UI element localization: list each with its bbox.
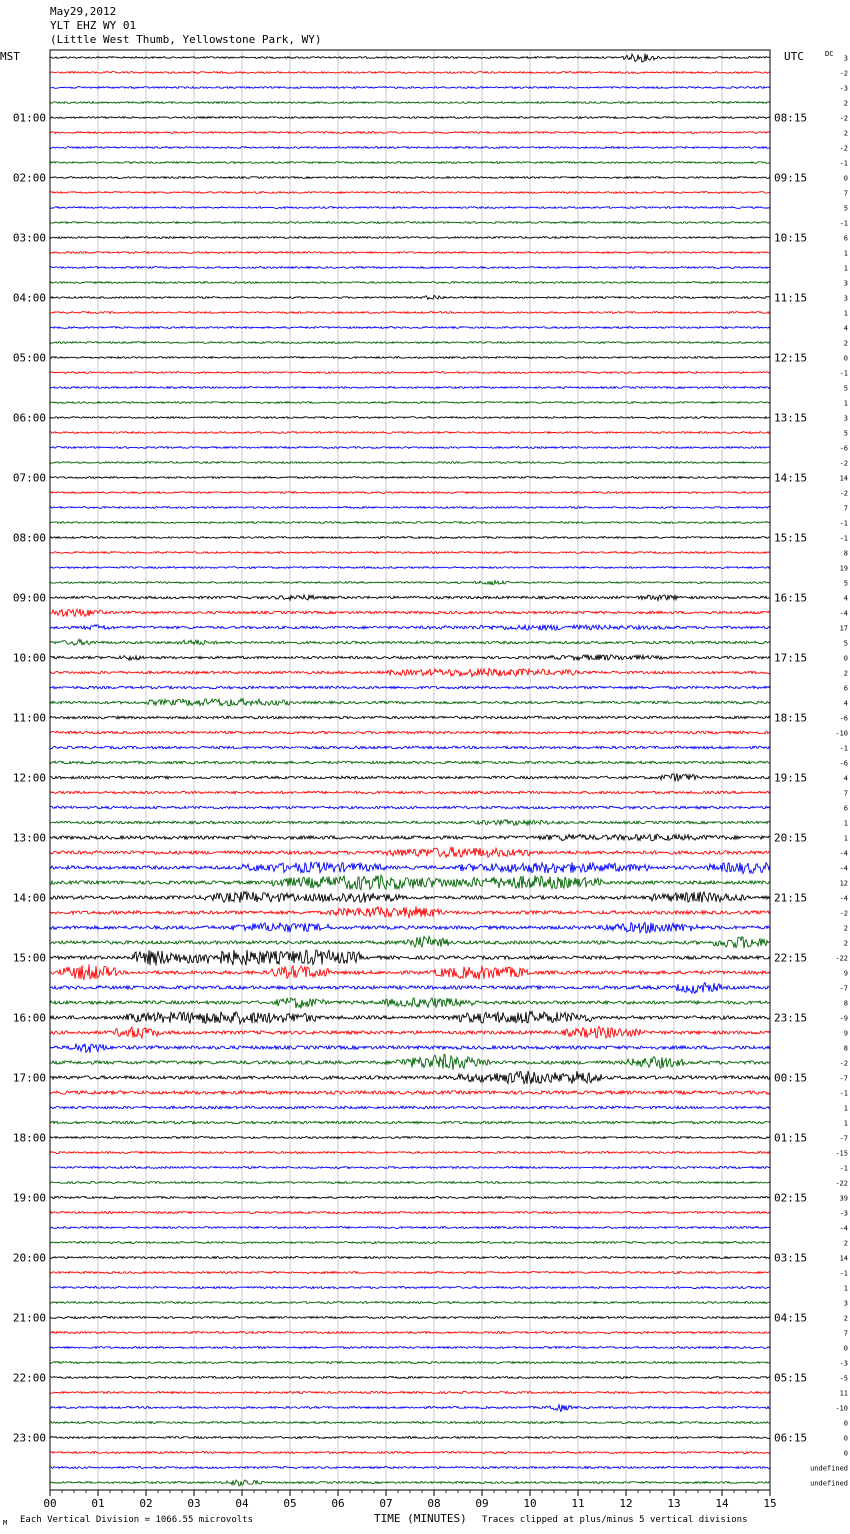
dc-offset-label: 3 <box>843 1299 848 1308</box>
right-hour-label: 19:15 <box>774 771 808 785</box>
seismic-trace <box>50 906 770 918</box>
x-tick-label: 12 <box>619 1497 633 1510</box>
left-hour-label: 13:00 <box>12 831 46 845</box>
x-tick-label: 15 <box>763 1497 777 1510</box>
seismic-trace <box>50 54 770 63</box>
seismic-trace <box>50 1027 770 1038</box>
seismic-trace <box>50 72 770 74</box>
right-hour-label: 20:15 <box>774 831 808 845</box>
dc-offset-label: 11 <box>839 1389 848 1398</box>
seismic-trace <box>50 147 770 149</box>
right-hour-label: 02:15 <box>774 1191 808 1205</box>
left-zone-label: MST <box>0 50 20 63</box>
dc-offset-label: 0 <box>843 174 848 183</box>
dc-offset-label: 9 <box>843 1029 848 1038</box>
seismic-trace <box>50 1137 770 1139</box>
x-tick-label: 04 <box>235 1497 249 1510</box>
dc-offset-label: 1 <box>843 264 848 273</box>
dc-offset-label: 3 <box>843 54 848 63</box>
seismic-trace <box>50 1317 770 1319</box>
seismic-trace <box>50 1377 770 1379</box>
dc-offset-label: 4 <box>843 324 848 333</box>
dc-offset-label: 3 <box>843 414 848 423</box>
left-hour-label: 23:00 <box>12 1431 46 1445</box>
dc-offset-label: 8 <box>843 1044 848 1053</box>
seismic-trace <box>50 117 770 119</box>
seismic-trace <box>50 1437 770 1439</box>
dc-offset-label: -4 <box>839 609 848 618</box>
x-tick-label: 01 <box>91 1497 105 1510</box>
x-tick-label: 06 <box>331 1497 345 1510</box>
seismic-trace <box>50 507 770 509</box>
dc-offset-label: -7 <box>839 1134 848 1143</box>
dc-offset-label: -6 <box>839 714 848 723</box>
seismic-trace <box>50 847 770 857</box>
left-hour-label: 06:00 <box>12 411 46 425</box>
seismic-trace <box>50 791 770 794</box>
left-hour-label: 20:00 <box>12 1251 46 1265</box>
dc-offset-label: 1 <box>843 834 848 843</box>
dc-offset-label: -2 <box>839 459 848 468</box>
seismic-trace <box>50 806 770 809</box>
dc-offset-label: 2 <box>843 1314 848 1323</box>
dc-offset-label: 2 <box>843 339 848 348</box>
right-hour-label: 09:15 <box>774 171 808 185</box>
dc-offset-label: -6 <box>839 759 848 768</box>
dc-offset-label: 1 <box>843 249 848 258</box>
x-tick-label: 02 <box>139 1497 153 1510</box>
dc-offset-label: -7 <box>839 1074 848 1083</box>
dc-offset-label: -1 <box>839 219 848 228</box>
seismic-trace <box>50 1272 770 1274</box>
seismic-trace <box>50 162 770 164</box>
dc-offset-label: -2 <box>839 69 848 78</box>
dc-offset-label: -2 <box>839 144 848 153</box>
dc-offset-label: -10 <box>835 1404 848 1413</box>
seismic-trace <box>50 537 770 539</box>
right-hour-label: 13:15 <box>774 411 808 425</box>
seismic-trace <box>50 312 770 314</box>
seismic-trace <box>50 387 770 389</box>
dc-offset-label: -9 <box>839 1014 848 1023</box>
right-hour-label: 18:15 <box>774 711 808 725</box>
dc-offset-label: -10 <box>835 729 848 738</box>
seismic-trace <box>50 820 770 826</box>
seismic-trace <box>50 87 770 89</box>
dc-offset-label: 6 <box>843 234 848 243</box>
seismic-trace <box>50 716 770 719</box>
x-tick-label: 08 <box>427 1497 441 1510</box>
left-hour-label: 05:00 <box>12 351 46 365</box>
dc-offset-label: -4 <box>839 1224 848 1233</box>
dc-offset-label: -2 <box>839 1059 848 1068</box>
dc-offset-label: 2 <box>843 129 848 138</box>
left-hour-label: 14:00 <box>12 891 46 905</box>
seismic-trace <box>50 746 770 749</box>
dc-offset-label: 17 <box>839 624 848 633</box>
seismic-trace <box>50 252 770 254</box>
dc-offset-label: 2 <box>843 939 848 948</box>
seismic-trace <box>50 1091 770 1094</box>
dc-offset-label: 7 <box>843 1329 848 1338</box>
seismic-trace <box>50 102 770 104</box>
seismic-trace <box>50 983 770 994</box>
seismic-trace <box>50 192 770 194</box>
dc-offset-label: 2 <box>843 924 848 933</box>
seismic-trace <box>50 950 770 966</box>
seismic-trace <box>50 639 770 645</box>
dc-offset-label: 1 <box>843 1284 848 1293</box>
dc-offset-label: 9 <box>843 969 848 978</box>
seismic-trace <box>50 1227 770 1229</box>
left-hour-label: 09:00 <box>12 591 46 605</box>
seismic-trace <box>50 699 770 706</box>
seismic-trace <box>50 222 770 224</box>
seismic-trace <box>50 609 770 617</box>
seismic-trace <box>50 1452 770 1454</box>
dc-offset-label: -2 <box>839 114 848 123</box>
dc-offset-label: 5 <box>843 639 848 648</box>
seismic-trace <box>50 447 770 449</box>
dc-offset-label: 1 <box>843 1104 848 1113</box>
seismic-trace <box>50 1182 770 1184</box>
dc-offset-label: 8 <box>843 999 848 1008</box>
dc-offset-label: 0 <box>843 1434 848 1443</box>
seismic-trace <box>50 567 770 569</box>
seismic-trace <box>50 477 770 479</box>
x-tick-label: 11 <box>571 1497 585 1510</box>
dc-offset-label: -1 <box>839 744 848 753</box>
seismic-trace <box>50 372 770 374</box>
left-hour-label: 12:00 <box>12 771 46 785</box>
seismic-trace <box>50 1152 770 1154</box>
dc-offset-label: 0 <box>843 354 848 363</box>
seismic-trace <box>50 1302 770 1304</box>
seismic-trace <box>50 761 770 764</box>
seismic-trace <box>50 1011 770 1023</box>
dc-offset-label: -1 <box>839 1269 848 1278</box>
seismic-trace <box>50 625 770 630</box>
dc-offset-label: 7 <box>843 189 848 198</box>
seismic-trace <box>50 522 770 524</box>
seismic-trace <box>50 774 770 782</box>
left-hour-label: 11:00 <box>12 711 46 725</box>
dc-offset-label: 0 <box>843 1419 848 1428</box>
seismic-trace <box>50 1362 770 1364</box>
x-tick-label: 10 <box>523 1497 537 1510</box>
dc-offset-label: 2 <box>843 99 848 108</box>
seismic-trace <box>50 1467 770 1469</box>
seismic-trace <box>50 295 770 299</box>
seismic-trace <box>50 834 770 841</box>
seismic-trace <box>50 207 770 209</box>
dc-offset-label: -2 <box>839 909 848 918</box>
seismic-trace <box>50 237 770 239</box>
seismic-trace <box>50 327 770 329</box>
x-tick-label: 07 <box>379 1497 393 1510</box>
dc-offset-label: 2 <box>843 669 848 678</box>
dc-offset-label: 19 <box>839 564 848 573</box>
right-hour-label: 16:15 <box>774 591 808 605</box>
dc-offset-label: 14 <box>839 474 848 483</box>
dc-offset-label: -7 <box>839 984 848 993</box>
dc-offset-label: 0 <box>843 654 848 663</box>
right-hour-label: 14:15 <box>774 471 808 485</box>
right-hour-label: 03:15 <box>774 1251 808 1265</box>
corner-mark: M <box>3 1519 8 1527</box>
dc-offset-label: 7 <box>843 504 848 513</box>
seismic-trace <box>50 432 770 434</box>
seismic-trace <box>50 731 770 734</box>
dc-header-label: DC <box>825 50 834 58</box>
x-axis-title: TIME (MINUTES) <box>374 1512 467 1525</box>
seismic-trace <box>50 1054 770 1070</box>
clip-note: Traces clipped at plus/minus 5 vertical divisions <box>482 1515 748 1525</box>
seismic-trace <box>50 1392 770 1394</box>
header-station: YLT EHZ WY 01 <box>50 19 137 32</box>
right-hour-label: 22:15 <box>774 951 808 965</box>
seismic-trace <box>50 132 770 134</box>
right-zone-label: UTC <box>784 50 804 63</box>
seismic-trace <box>50 1257 770 1259</box>
seismic-trace <box>50 998 770 1009</box>
seismic-trace <box>50 655 770 661</box>
right-hour-label: 12:15 <box>774 351 808 365</box>
dc-offset-label: -1 <box>839 1089 848 1098</box>
dc-offset-label: -3 <box>839 84 848 93</box>
right-hour-label: 08:15 <box>774 111 808 125</box>
dc-offset-label: 5 <box>843 579 848 588</box>
seismic-trace <box>50 1242 770 1244</box>
seismic-trace <box>50 552 770 554</box>
seismic-trace <box>50 492 770 494</box>
dc-offset-label: 1 <box>843 1119 848 1128</box>
left-hour-label: 04:00 <box>12 291 46 305</box>
seismic-trace <box>50 1106 770 1109</box>
seismic-trace <box>50 668 770 676</box>
seismic-trace <box>50 282 770 284</box>
dc-offset-label: 1 <box>843 399 848 408</box>
left-hour-label: 19:00 <box>12 1191 46 1205</box>
seismic-trace <box>50 417 770 419</box>
right-hour-label: 23:15 <box>774 1011 808 1025</box>
seismic-trace <box>50 1405 770 1412</box>
left-hour-label: 22:00 <box>12 1371 46 1385</box>
dc-offset-label: 0 <box>843 1344 848 1353</box>
dc-offset-label: -1 <box>839 1164 848 1173</box>
dc-offset-label: 3 <box>843 294 848 303</box>
x-tick-label: 00 <box>43 1497 57 1510</box>
left-hour-label: 16:00 <box>12 1011 46 1025</box>
x-tick-label: 14 <box>715 1497 729 1510</box>
seismic-trace <box>50 595 770 601</box>
dc-offset-label: -1 <box>839 159 848 168</box>
dc-offset-label: 4 <box>843 774 848 783</box>
right-hour-label: 05:15 <box>774 1371 808 1385</box>
x-tick-label: 03 <box>187 1497 201 1510</box>
seismic-trace <box>50 357 770 359</box>
dc-offset-label: -5 <box>839 1374 848 1383</box>
dc-offset-label: 0 <box>843 1449 848 1458</box>
dc-offset-label: -3 <box>839 1209 848 1218</box>
dc-offset-label: undefined <box>810 1479 848 1488</box>
dc-offset-label: 5 <box>843 204 848 213</box>
seismic-trace <box>50 936 770 948</box>
dc-offset-label: -22 <box>835 1179 848 1188</box>
dc-offset-label: 7 <box>843 789 848 798</box>
x-tick-label: 13 <box>667 1497 681 1510</box>
dc-offset-label: 39 <box>839 1194 848 1203</box>
seismic-trace <box>50 1332 770 1334</box>
header-date: May29,2012 <box>50 5 117 18</box>
left-hour-label: 10:00 <box>12 651 46 665</box>
seismic-trace <box>50 964 770 979</box>
seismic-trace <box>50 686 770 689</box>
x-tick-label: 09 <box>475 1497 489 1510</box>
left-hour-label: 03:00 <box>12 231 46 245</box>
seismic-trace <box>50 1422 770 1424</box>
dc-offset-label: -1 <box>839 534 848 543</box>
dc-offset-label: -6 <box>839 444 848 453</box>
seismic-trace <box>50 1287 770 1289</box>
right-hour-label: 10:15 <box>774 231 808 245</box>
seismic-trace <box>50 1044 770 1053</box>
left-hour-label: 15:00 <box>12 951 46 965</box>
dc-offset-label: 3 <box>843 279 848 288</box>
right-hour-label: 17:15 <box>774 651 808 665</box>
dc-offset-label: 12 <box>839 879 848 888</box>
seismic-trace <box>50 1071 770 1084</box>
dc-offset-label: -1 <box>839 519 848 528</box>
dc-offset-label: -4 <box>839 849 848 858</box>
seismic-trace <box>50 1121 770 1124</box>
dc-offset-label: 2 <box>843 1239 848 1248</box>
dc-offset-label: -4 <box>839 894 848 903</box>
seismic-trace <box>50 892 770 903</box>
header-location: (Little West Thumb, Yellowstone Park, WY) <box>50 33 322 46</box>
left-hour-label: 08:00 <box>12 531 46 545</box>
seismic-trace <box>50 342 770 344</box>
seismic-trace <box>50 875 770 889</box>
dc-offset-label: 8 <box>843 549 848 558</box>
x-tick-label: 05 <box>283 1497 297 1510</box>
left-hour-label: 21:00 <box>12 1311 46 1325</box>
dc-offset-label: 1 <box>843 309 848 318</box>
left-hour-label: 01:00 <box>12 111 46 125</box>
seismic-trace <box>50 862 770 874</box>
right-hour-label: 00:15 <box>774 1071 808 1085</box>
seismic-trace <box>50 1197 770 1199</box>
dc-offset-label: 4 <box>843 699 848 708</box>
left-hour-label: 02:00 <box>12 171 46 185</box>
dc-offset-label: -3 <box>839 1359 848 1368</box>
dc-offset-label: 5 <box>843 429 848 438</box>
right-hour-label: 01:15 <box>774 1131 808 1145</box>
seismic-trace <box>50 177 770 179</box>
right-hour-label: 11:15 <box>774 291 808 305</box>
seismic-trace <box>50 1347 770 1349</box>
dc-offset-label: -4 <box>839 864 848 873</box>
dc-offset-label: 6 <box>843 804 848 813</box>
right-hour-label: 15:15 <box>774 531 808 545</box>
dc-offset-label: -1 <box>839 369 848 378</box>
dc-offset-label: 14 <box>839 1254 848 1263</box>
dc-offset-label: 1 <box>843 819 848 828</box>
seismic-trace <box>50 1212 770 1214</box>
left-hour-label: 17:00 <box>12 1071 46 1085</box>
seismic-trace <box>50 1480 770 1486</box>
dc-offset-label: 5 <box>843 384 848 393</box>
seismic-trace <box>50 402 770 404</box>
scale-note: Each Vertical Division = 1066.55 microvolts <box>20 1515 253 1525</box>
left-hour-label: 18:00 <box>12 1131 46 1145</box>
right-hour-label: 21:15 <box>774 891 808 905</box>
dc-offset-label: undefined <box>810 1464 848 1473</box>
right-hour-label: 04:15 <box>774 1311 808 1325</box>
seismic-trace <box>50 462 770 464</box>
dc-offset-label: -22 <box>835 954 848 963</box>
seismic-trace <box>50 1167 770 1169</box>
left-hour-label: 07:00 <box>12 471 46 485</box>
dc-offset-label: 6 <box>843 684 848 693</box>
right-hour-label: 06:15 <box>774 1431 808 1445</box>
seismic-trace <box>50 267 770 269</box>
dc-offset-label: 4 <box>843 594 848 603</box>
seismic-trace <box>50 581 770 585</box>
dc-offset-label: -15 <box>835 1149 848 1158</box>
dc-offset-label: -2 <box>839 489 848 498</box>
seismic-trace <box>50 923 770 933</box>
